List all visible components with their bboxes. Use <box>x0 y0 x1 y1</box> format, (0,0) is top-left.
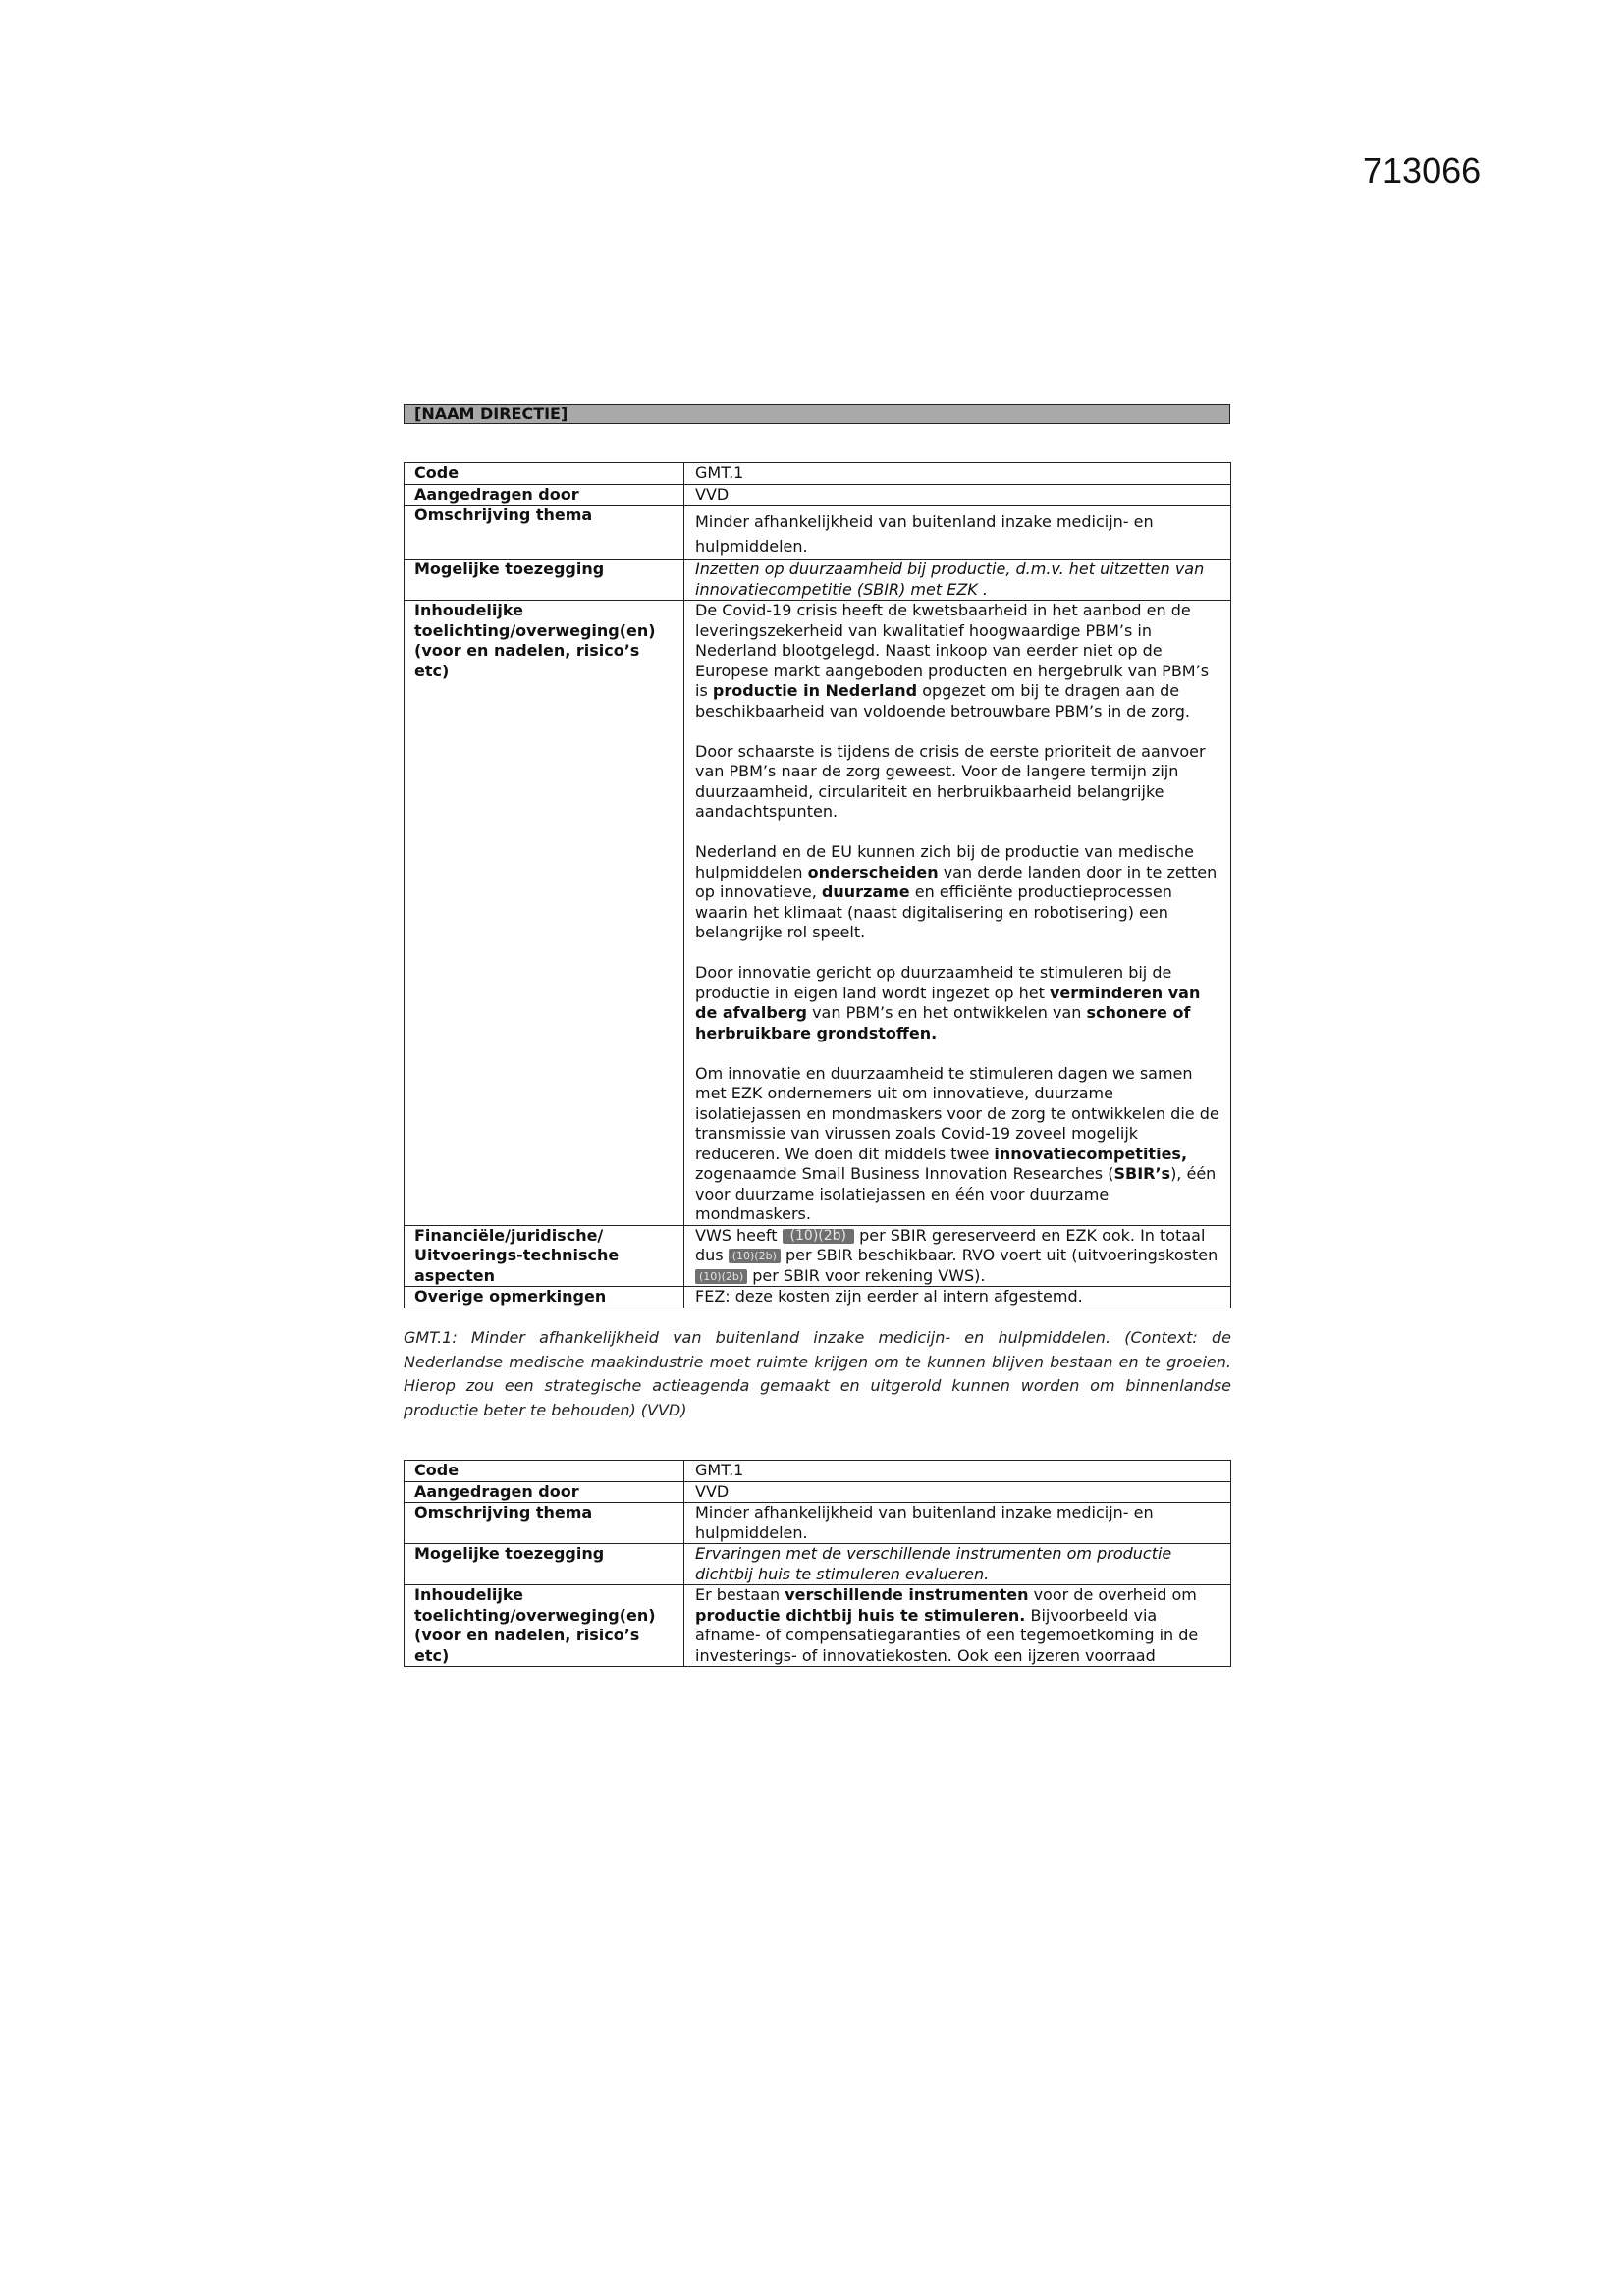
omschrijving-value: Minder afhankelijkheid van buitenland inzake medicijn- en hulpmiddelen. <box>684 1503 1231 1544</box>
row-inhoud <box>405 601 1231 1226</box>
row-overige <box>405 1287 1231 1308</box>
text: ), één voor duurzame isolatiejassen en één voor duurzame mondmaskers. <box>695 1164 1217 1223</box>
omschrijving-label: Omschrijving thema <box>405 1503 684 1544</box>
overige-value: FEZ: deze kosten zijn eerder al intern afgestemd. <box>684 1287 1231 1308</box>
emphasis: productie in Nederland <box>712 681 918 700</box>
document-number: 713066 <box>1363 150 1482 190</box>
omschrijving-value: Minder afhankelijkheid van buitenland inzake medicijn- en hulpmiddelen. <box>684 506 1231 560</box>
text: per SBIR beschikbaar. RVO voert uit (uitvoeringskosten <box>780 1246 1218 1264</box>
text: De Covid-19 crisis heeft de kwetsbaarheid in het aanbod en de leveringszekerheid van kwalitatief hoogwaardige PBM’s in Nederland blootgelegd. Naast inkoop van eerder niet op de Europese markt aangeboden producten en hergebruik van PBM’s is <box>695 601 1210 700</box>
code-label: Code <box>405 463 684 485</box>
redaction-mark: (10)(2b) <box>695 1269 747 1284</box>
text: per SBIR voor rekening VWS). <box>747 1265 986 1285</box>
code-label: Code <box>405 1461 684 1482</box>
row-code <box>405 463 1231 485</box>
emphasis: schonere of herbruikbare grondstoffen. <box>695 1003 1191 1042</box>
table-caption: GMT.1: Minder afhankelijkheid van buitenland inzake medicijn- en hulpmiddelen. (Context: de Nederlandse medische maakindustrie moet ruimte krijgen om te kunnen blijven bestaan en te groeien. Hierop zou een strategische actieagenda gemaakt en uitgerold kunnen worden om binnenlandse productie beter te behouden) (VVD) <box>404 1328 1231 1419</box>
toezegging-label: Mogelijke toezegging <box>405 1544 684 1585</box>
inhoud-label: Inhoudelijke toelichting/overweging(en) (voor en nadelen, risico’s etc) <box>405 601 684 1226</box>
aangedragen-label: Aangedragen door <box>405 1481 684 1503</box>
row-aangedragen <box>405 1481 1231 1503</box>
inhoud-paragraph-1 <box>695 601 1222 721</box>
row-code <box>405 1461 1231 1482</box>
emphasis: verschillende instrumenten <box>785 1585 1029 1604</box>
inhoud-value <box>684 1585 1231 1667</box>
emphasis: innovatiecompetities, <box>994 1144 1188 1163</box>
directie-header: [NAAM DIRECTIE] <box>404 404 1230 424</box>
inhoud-paragraph-5 <box>695 1064 1222 1225</box>
text: VWS heeft <box>695 1225 783 1245</box>
overige-label: Overige opmerkingen <box>405 1287 684 1308</box>
inhoud-value <box>684 601 1231 1226</box>
inhoud-paragraph-4 <box>695 963 1222 1043</box>
aangedragen-value: VVD <box>684 1481 1231 1503</box>
text: van PBM’s en het ontwikkelen van <box>807 1003 1087 1022</box>
toezegging-value: Inzetten op duurzaamheid bij productie, d.m.v. het uitzetten van innovatiecompetitie (SBIR) met EZK . <box>684 560 1231 601</box>
commitment-table-2 <box>404 1460 1231 1667</box>
emphasis: verminderen van de afvalberg <box>695 983 1201 1022</box>
financieel-label: Financiële/juridische/ Uitvoerings-technische aspecten <box>405 1225 684 1287</box>
row-toezegging <box>405 1544 1231 1585</box>
row-omschrijving <box>405 506 1231 560</box>
emphasis: SBIR’s <box>1113 1164 1171 1183</box>
text: en efficiënte productieprocessen waarin het klimaat (naast digitalisering en robotisering) een belangrijke rol speelt. <box>695 882 1172 941</box>
emphasis: duurzame <box>821 882 910 901</box>
text: Bijvoorbeeld via afname- of compensatiegaranties of een tegemoetkoming in de investerings- of innovatiekosten. Ook een ijzeren voorraad <box>695 1605 1199 1665</box>
code-value: GMT.1 <box>684 1461 1231 1482</box>
text: voor de overheid om <box>1028 1585 1197 1604</box>
inhoud-label: Inhoudelijke toelichting/overweging(en) (voor en nadelen, risico’s etc) <box>405 1585 684 1667</box>
financieel-value <box>684 1225 1231 1287</box>
redaction-mark: (10)(2b) <box>729 1249 781 1263</box>
row-financieel <box>405 1225 1231 1287</box>
text: Door innovatie gericht op duurzaamheid te stimuleren bij de productie in eigen land wordt ingezet op het <box>695 963 1172 1002</box>
inhoud-paragraph-2: Door schaarste is tijdens de crisis de eerste prioriteit de aanvoer van PBM’s naar de zorg geweest. Voor de langere termijn zijn duurzaamheid, circulariteit en herbruikbaarheid belangrijke aandachtspunten. <box>695 741 1206 821</box>
commitment-table-1 <box>404 462 1231 1308</box>
text: van derde landen door in te zetten op innovatieve, <box>695 862 1218 901</box>
emphasis: productie dichtbij huis te stimuleren. <box>695 1605 1026 1625</box>
text: Er bestaan <box>695 1585 785 1604</box>
redaction-mark: (10)(2b) <box>783 1229 854 1244</box>
text: Nederland en de EU kunnen zich bij de productie van medische hulpmiddelen <box>695 842 1194 881</box>
inhoud-paragraph-3 <box>695 842 1222 943</box>
row-inhoud <box>405 1585 1231 1667</box>
row-aangedragen <box>405 484 1231 506</box>
text: opgezet om bij te dragen aan de beschikbaarheid van voldoende betrouwbare PBM’s in de zorg. <box>695 681 1190 721</box>
row-omschrijving <box>405 1503 1231 1544</box>
text: zogenaamde Small Business Innovation Researches ( <box>695 1164 1114 1183</box>
row-toezegging <box>405 560 1231 601</box>
toezegging-label: Mogelijke toezegging <box>405 560 684 601</box>
emphasis: onderscheiden <box>807 862 939 881</box>
toezegging-value: Ervaringen met de verschillende instrumenten om productie dichtbij huis te stimuleren evalueren. <box>684 1544 1231 1585</box>
text: per SBIR gereserveerd en EZK ook. In totaal dus <box>695 1225 1206 1264</box>
omschrijving-label: Omschrijving thema <box>405 506 684 560</box>
aangedragen-label: Aangedragen door <box>405 484 684 506</box>
code-value: GMT.1 <box>684 463 1231 485</box>
text: Om innovatie en duurzaamheid te stimuleren dagen we samen met EZK ondernemers uit om innovatieve, duurzame isolatiejassen en mondmaskers voor de zorg te ontwikkelen die de transmissie van virussen zoals Covid-19 zoveel mogelijk reduceren. We doen dit middels twee <box>695 1063 1219 1163</box>
aangedragen-value: VVD <box>684 484 1231 506</box>
